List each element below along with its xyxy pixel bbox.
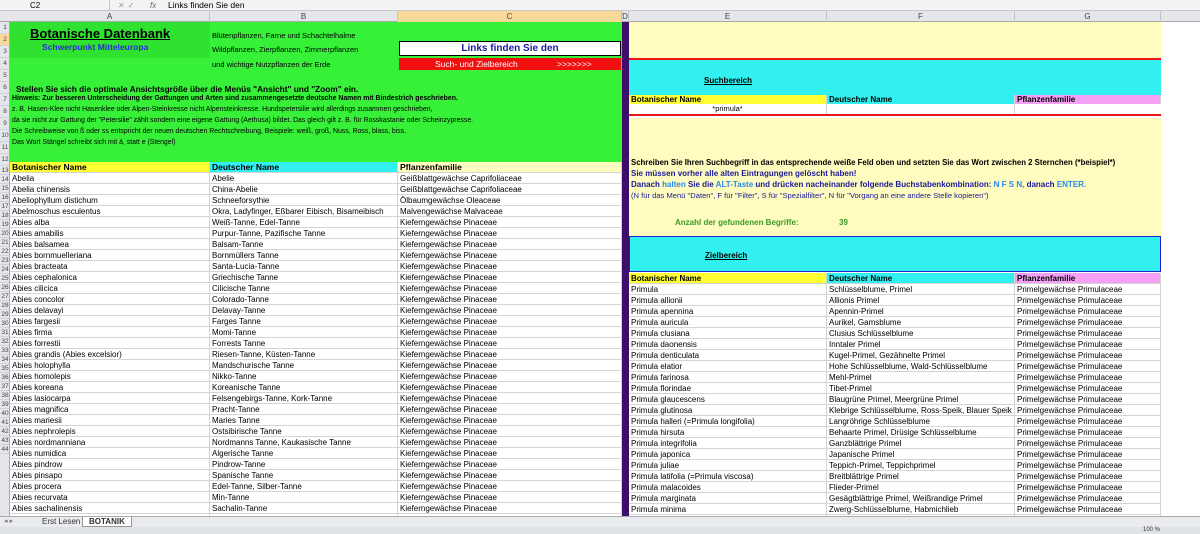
instruction-3: Danach halten Sie die ALT-Taste und drücken nacheinander folgende Buchstabenkombination: N F S N, danach ENTER.: [631, 180, 1087, 189]
table-cell[interactable]: Kieferngewächse Pinaceae: [398, 437, 622, 448]
row-header[interactable]: 12: [0, 154, 10, 166]
description-line-1: Blütenpflanzen, Farne und Schachtelhalme: [212, 31, 356, 40]
formula-bar: [0, 0, 1200, 11]
such-und-zielbereich-link[interactable]: [399, 58, 621, 70]
search-header-cell[interactable]: Pflanzenfamilie: [1015, 95, 1161, 105]
row-header[interactable]: 25: [1, 275, 9, 282]
search-criteria-row: [629, 104, 1161, 116]
formula-cancel-enter-icons[interactable]: ✕✓: [118, 1, 138, 10]
row-header[interactable]: 5: [0, 70, 10, 82]
result-cell[interactable]: Primelgewächse Primulaceae: [1015, 361, 1161, 372]
table-cell[interactable]: Abies alba: [10, 217, 210, 228]
worksheet-grid[interactable]: [10, 22, 1200, 516]
result-cell[interactable]: Primula clusiana: [629, 328, 827, 339]
result-cell[interactable]: Klebrige Schlüsselblume, Ross-Speik, Blauer Speik: [827, 405, 1015, 416]
column-header[interactable]: F: [827, 11, 1015, 22]
zielbereich-box: [629, 236, 1161, 272]
result-cell[interactable]: Primula apennina: [629, 306, 827, 317]
result-cell[interactable]: Primula allionii: [629, 295, 827, 306]
table-cell[interactable]: Mandschurische Tanne: [210, 360, 398, 371]
result-cell[interactable]: Primelgewächse Primulaceae: [1015, 383, 1161, 394]
result-cell[interactable]: Primelgewächse Primulaceae: [1015, 295, 1161, 306]
table-cell[interactable]: Koreanische Tanne: [210, 382, 398, 393]
table-cell[interactable]: Bornmüllers Tanne: [210, 250, 398, 261]
row-headers: [0, 22, 10, 516]
table-cell[interactable]: Abelie: [210, 173, 398, 184]
table-cell[interactable]: Abies pindrow: [10, 459, 210, 470]
result-cell[interactable]: Primelgewächse Primulaceae: [1015, 427, 1161, 438]
table-cell[interactable]: Kieferngewächse Pinaceae: [398, 481, 622, 492]
row-header[interactable]: 43: [1, 437, 9, 444]
search-criteria-input[interactable]: *primula*: [629, 104, 827, 114]
table-cell[interactable]: China-Abelie: [210, 184, 398, 195]
table-header-cell[interactable]: Botanischer Name: [10, 162, 210, 173]
result-cell[interactable]: Primelgewächse Primulaceae: [1015, 471, 1161, 482]
table-cell[interactable]: Abies amabilis: [10, 228, 210, 239]
row-header[interactable]: 39: [1, 401, 9, 408]
result-cell[interactable]: Primula marginata: [629, 493, 827, 504]
suchbereich-title: Suchbereich: [704, 76, 753, 85]
result-cell[interactable]: Apennin-Primel: [827, 306, 1015, 317]
zielbereich-title: Zielbereich: [705, 251, 748, 260]
table-cell[interactable]: Abies forrestii: [10, 338, 210, 349]
result-cell[interactable]: Primelgewächse Primulaceae: [1015, 350, 1161, 361]
description-line-3: und wichtige Nutzpflanzen der Erde: [212, 60, 331, 69]
column-header[interactable]: D: [622, 12, 628, 21]
result-cell[interactable]: Primelgewächse Primulaceae: [1015, 493, 1161, 504]
table-cell[interactable]: Kieferngewächse Pinaceae: [398, 250, 622, 261]
row-header[interactable]: 27: [1, 293, 9, 300]
result-cell[interactable]: Primula auricula: [629, 317, 827, 328]
table-cell[interactable]: Abies bracteata: [10, 261, 210, 272]
result-cell[interactable]: Primelgewächse Primulaceae: [1015, 460, 1161, 471]
row-header[interactable]: 33: [1, 347, 9, 354]
result-cell[interactable]: Blaugrüne Primel, Meergrüne Primel: [827, 394, 1015, 405]
instruction-4: (N für das Menü "Daten", F für "Filter", S für "Spezialfilter", N für "Vorgang an eine andere Stelle kopieren"): [631, 191, 989, 200]
row-header[interactable]: 40: [1, 410, 9, 417]
table-cell[interactable]: Santa-Lucia-Tanne: [210, 261, 398, 272]
result-cell[interactable]: Primula glaucescens: [629, 394, 827, 405]
row-header[interactable]: 24: [1, 266, 9, 273]
tab-botanik[interactable]: BOTANIK: [82, 517, 132, 527]
subtitle: Schwerpunkt Mitteleuropa: [42, 42, 149, 52]
result-cell[interactable]: Schlüsselblume, Primel: [827, 284, 1015, 295]
search-german-name-input[interactable]: [827, 104, 1015, 114]
status-bar: [0, 527, 1200, 534]
row-header[interactable]: 36: [1, 374, 9, 381]
result-cell[interactable]: Breitblättrige Primel: [827, 471, 1015, 482]
links-finden-cell[interactable]: Links finden Sie den: [399, 41, 621, 56]
result-cell[interactable]: Langröhrige Schlüsselblume: [827, 416, 1015, 427]
table-cell[interactable]: Abies balsamea: [10, 239, 210, 250]
column-header[interactable]: C: [398, 11, 622, 22]
table-header-cell[interactable]: Deutscher Name: [210, 162, 398, 173]
table-cell[interactable]: Kieferngewächse Pinaceae: [398, 492, 622, 503]
row-header[interactable]: 8: [0, 106, 10, 118]
result-cell[interactable]: Primula daonensis: [629, 339, 827, 350]
table-cell[interactable]: Abies concolor: [10, 294, 210, 305]
result-cell[interactable]: Primula integrifolia: [629, 438, 827, 449]
table-cell[interactable]: Pracht-Tanne: [210, 404, 398, 415]
table-cell[interactable]: Kieferngewächse Pinaceae: [398, 305, 622, 316]
result-cell[interactable]: Allionis Primel: [827, 295, 1015, 306]
table-cell[interactable]: Abies nordmanniana: [10, 437, 210, 448]
row-header[interactable]: 35: [1, 365, 9, 372]
result-cell[interactable]: Mehl-Primel: [827, 372, 1015, 383]
table-cell[interactable]: Kieferngewächse Pinaceae: [398, 448, 622, 459]
result-cell[interactable]: Ganzblättrige Primel: [827, 438, 1015, 449]
row-header[interactable]: 44: [1, 446, 9, 453]
result-cell[interactable]: Primelgewächse Primulaceae: [1015, 372, 1161, 383]
row-header[interactable]: 13: [1, 167, 9, 174]
result-header-cell[interactable]: Pflanzenfamilie: [1015, 273, 1161, 284]
table-cell[interactable]: Kieferngewächse Pinaceae: [398, 294, 622, 305]
table-cell[interactable]: Abies mariesii: [10, 415, 210, 426]
info-line-7: z. B. Hasen-Klee nicht Hasenklee oder Alpen-Steinkresse nicht Alpensteinkresse. Hundspetersilie wird allerdings zusammen geschrieben,: [12, 106, 433, 113]
table-cell[interactable]: Spanische Tanne: [210, 470, 398, 481]
table-cell[interactable]: Kieferngewächse Pinaceae: [398, 404, 622, 415]
result-cell[interactable]: Primula malacoides: [629, 482, 827, 493]
result-cell[interactable]: Primelgewächse Primulaceae: [1015, 449, 1161, 460]
table-cell[interactable]: Kieferngewächse Pinaceae: [398, 415, 622, 426]
row-header[interactable]: 30: [1, 320, 9, 327]
zoom-level[interactable]: 100 %: [1142, 527, 1160, 533]
result-cell[interactable]: Primula latifolia (=Primula viscosa): [629, 471, 827, 482]
table-cell[interactable]: Kieferngewächse Pinaceae: [398, 261, 622, 272]
table-cell[interactable]: Momi-Tanne: [210, 327, 398, 338]
row-header[interactable]: 15: [1, 185, 9, 192]
function-icon[interactable]: fx: [150, 1, 157, 10]
result-cell[interactable]: Inntaler Primel: [827, 339, 1015, 350]
column-header[interactable]: A: [10, 11, 210, 22]
table-cell[interactable]: Abies procera: [10, 481, 210, 492]
result-cell[interactable]: Primelgewächse Primulaceae: [1015, 317, 1161, 328]
table-cell[interactable]: Abies fargesii: [10, 316, 210, 327]
table-cell[interactable]: Kieferngewächse Pinaceae: [398, 360, 622, 371]
table-cell[interactable]: Nordmanns Tanne, Kaukasische Tanne: [210, 437, 398, 448]
search-instructions: [629, 118, 1161, 236]
result-cell[interactable]: Teppich-Primel, Teppichprimel: [827, 460, 1015, 471]
result-cell[interactable]: Primula minima: [629, 504, 827, 515]
instruction-1: Schreiben Sie Ihren Suchbegriff in das entsprechende weiße Feld oben und setzten Sie das Wort zwischen 2 Sternchen (*beispiel*): [631, 158, 1116, 167]
row-header[interactable]: 1: [0, 22, 10, 34]
table-cell[interactable]: Kieferngewächse Pinaceae: [398, 349, 622, 360]
table-cell[interactable]: Abelmoschus esculentus: [10, 206, 210, 217]
table-cell[interactable]: Abies bornmuelleriana: [10, 250, 210, 261]
result-cell[interactable]: Primelgewächse Primulaceae: [1015, 482, 1161, 493]
info-line-5: Stellen Sie sich die optimale Ansichtsgröße über die Menüs "Ansicht" und "Zoom" ein.: [16, 84, 359, 94]
row-header[interactable]: 28: [1, 302, 9, 309]
result-cell[interactable]: Primelgewächse Primulaceae: [1015, 284, 1161, 295]
table-cell[interactable]: Kieferngewächse Pinaceae: [398, 382, 622, 393]
table-cell[interactable]: Colorado-Tanne: [210, 294, 398, 305]
table-cell[interactable]: Abies grandis (Abies excelsior): [10, 349, 210, 360]
result-cell[interactable]: Primelgewächse Primulaceae: [1015, 306, 1161, 317]
result-cell[interactable]: Primula halleri (=Primula longifolia): [629, 416, 827, 427]
column-header[interactable]: E: [629, 11, 827, 22]
table-cell[interactable]: Schneeforsythie: [210, 195, 398, 206]
row-header[interactable]: 29: [1, 311, 9, 318]
table-cell[interactable]: Algerische Tanne: [210, 448, 398, 459]
table-cell[interactable]: Geißblattgewächse Caprifoliaceae: [398, 173, 622, 184]
table-cell[interactable]: Nikko-Tanne: [210, 371, 398, 382]
sheet-nav-icons[interactable]: ◂ ▸: [4, 518, 13, 525]
result-cell[interactable]: Primelgewächse Primulaceae: [1015, 416, 1161, 427]
result-cell[interactable]: Japanische Primel: [827, 449, 1015, 460]
table-cell[interactable]: Kieferngewächse Pinaceae: [398, 426, 622, 437]
result-cell[interactable]: Kugel-Primel, Gezähnelte Primel: [827, 350, 1015, 361]
result-header-cell[interactable]: Botanischer Name: [629, 273, 827, 284]
row-header[interactable]: 16: [1, 194, 9, 201]
table-cell[interactable]: Abies homolepis: [10, 371, 210, 382]
table-cell[interactable]: Abies cephalonica: [10, 272, 210, 283]
result-header-cell[interactable]: Deutscher Name: [827, 273, 1015, 284]
result-cell[interactable]: Primula: [629, 284, 827, 295]
table-cell[interactable]: Abies koreana: [10, 382, 210, 393]
table-cell[interactable]: Abies holophylla: [10, 360, 210, 371]
description-line-2: Wildpflanzen, Zierpflanzen, Zimmerpflanzen: [212, 45, 359, 54]
table-cell[interactable]: Kieferngewächse Pinaceae: [398, 503, 622, 514]
info-line-8: da sie nicht zur Gattung der "Petersilie" zählt sondern eine eigene Gattung (Aethusa) bildet. Das gleich gilt z. B. für Rosskastanie oder Scheinzypresse.: [12, 117, 474, 124]
table-cell[interactable]: Abies pinsapo: [10, 470, 210, 481]
row-header[interactable]: 42: [1, 428, 9, 435]
row-header[interactable]: 22: [1, 248, 9, 255]
row-header[interactable]: 7: [0, 94, 10, 106]
table-cell[interactable]: Abies delavayi: [10, 305, 210, 316]
page-title: Botanische Datenbank: [30, 26, 171, 41]
result-cell[interactable]: Primelgewächse Primulaceae: [1015, 328, 1161, 339]
table-cell[interactable]: Kieferngewächse Pinaceae: [398, 283, 622, 294]
info-line-6: Hinweis: Zur besseren Unterscheidung der Gattungen und Arten sind zusammengesetzte deutsche Namen mit Bindestrich geschrieben.: [12, 95, 458, 102]
table-cell[interactable]: Abies nephrolepis: [10, 426, 210, 437]
result-cell[interactable]: Behaarte Primel, Drüsige Schlüsselblume: [827, 427, 1015, 438]
row-header[interactable]: 41: [1, 419, 9, 426]
table-cell[interactable]: Kieferngewächse Pinaceae: [398, 316, 622, 327]
arrow-indicator: >>>>>>>: [557, 59, 592, 69]
table-cell[interactable]: Abies recurvata: [10, 492, 210, 503]
row-header[interactable]: 19: [1, 221, 9, 228]
table-cell[interactable]: Griechische Tanne: [210, 272, 398, 283]
table-cell[interactable]: Farges Tanne: [210, 316, 398, 327]
table-cell[interactable]: Abies numidica: [10, 448, 210, 459]
result-cell[interactable]: Primula elatior: [629, 361, 827, 372]
table-cell[interactable]: Abelia chinensis: [10, 184, 210, 195]
result-cell[interactable]: Primula farinosa: [629, 372, 827, 383]
formula-input[interactable]: Links finden Sie den: [168, 0, 245, 10]
result-cell[interactable]: Primelgewächse Primulaceae: [1015, 339, 1161, 350]
result-cell[interactable]: Hohe Schlüsselblume, Wald-Schlüsselblume: [827, 361, 1015, 372]
result-cell[interactable]: Primelgewächse Primulaceae: [1015, 405, 1161, 416]
instruction-2: Sie müssen vorher alle alten Eintragungen gelöscht haben!: [631, 169, 857, 178]
row-header[interactable]: 14: [1, 176, 9, 183]
table-cell[interactable]: Kieferngewächse Pinaceae: [398, 228, 622, 239]
table-cell[interactable]: Kieferngewächse Pinaceae: [398, 371, 622, 382]
table-cell[interactable]: Sachalin-Tanne: [210, 503, 398, 514]
table-cell[interactable]: Kieferngewächse Pinaceae: [398, 327, 622, 338]
suchbereich-box: [629, 58, 1161, 96]
table-cell[interactable]: Abies firma: [10, 327, 210, 338]
name-box[interactable]: C2: [0, 0, 110, 11]
table-cell[interactable]: Kieferngewächse Pinaceae: [398, 217, 622, 228]
tab-erst-lesen[interactable]: Erst Lesen: [42, 517, 81, 526]
result-cell[interactable]: Clusius Schlüsselblume: [827, 328, 1015, 339]
search-header-cell[interactable]: Botanischer Name: [629, 95, 827, 105]
search-top-panel: [629, 22, 1161, 58]
table-cell[interactable]: Abies lasiocarpa: [10, 393, 210, 404]
table-cell[interactable]: Pindrow-Tanne: [210, 459, 398, 470]
search-bar-label: Such- und Zielbereich: [435, 59, 518, 69]
column-h-area[interactable]: [1161, 22, 1200, 516]
search-header-cell[interactable]: Deutscher Name: [827, 95, 1015, 105]
row-header[interactable]: 3: [0, 46, 10, 58]
table-cell[interactable]: Ostsibirische Tanne: [210, 426, 398, 437]
table-cell[interactable]: Okra, Ladyfinger, Eßbarer Eibisch, Bisameibisch: [210, 206, 398, 217]
row-header[interactable]: 4: [0, 58, 10, 70]
table-cell[interactable]: Abelia: [10, 173, 210, 184]
row-header[interactable]: 9: [0, 118, 10, 130]
column-d-separator: [622, 22, 629, 516]
row-header[interactable]: 31: [1, 329, 9, 336]
table-cell[interactable]: Maries Tanne: [210, 415, 398, 426]
result-cell[interactable]: Primelgewächse Primulaceae: [1015, 504, 1161, 515]
result-cell[interactable]: Primula juliae: [629, 460, 827, 471]
result-cell[interactable]: Aurikel, Gamsblume: [827, 317, 1015, 328]
result-cell[interactable]: Tibet-Primel: [827, 383, 1015, 394]
result-cell[interactable]: Primula glutinosa: [629, 405, 827, 416]
column-header[interactable]: G: [1015, 11, 1161, 22]
row-header[interactable]: 2: [0, 34, 10, 46]
table-cell[interactable]: Abies magnifica: [10, 404, 210, 415]
result-cell[interactable]: Primula hirsuta: [629, 427, 827, 438]
info-line-9: Die Schreibweise von ß oder ss entspricht der neuen deutschen Rechtschreibung, Beispiele: weiß, groß, Nuss, Ross, blass, biss.: [12, 128, 407, 135]
column-header[interactable]: B: [210, 11, 398, 22]
row-header[interactable]: 10: [0, 130, 10, 142]
table-cell[interactable]: Edel-Tanne, Silber-Tanne: [210, 481, 398, 492]
table-cell[interactable]: Geißblattgewächse Caprifoliaceae: [398, 184, 622, 195]
table-cell[interactable]: Balsam-Tanne: [210, 239, 398, 250]
table-cell[interactable]: Kieferngewächse Pinaceae: [398, 459, 622, 470]
table-cell[interactable]: Abies cilicica: [10, 283, 210, 294]
table-cell[interactable]: Purpur-Tanne, Pazifische Tanne: [210, 228, 398, 239]
table-cell[interactable]: Cilicische Tanne: [210, 283, 398, 294]
row-header[interactable]: 21: [1, 239, 9, 246]
table-cell[interactable]: Kieferngewächse Pinaceae: [398, 470, 622, 481]
sheet-tab-bar: [0, 516, 1200, 527]
table-cell[interactable]: Ölbaumgewächse Oleaceae: [398, 195, 622, 206]
result-cell[interactable]: Primula florindae: [629, 383, 827, 394]
row-header[interactable]: 18: [1, 212, 9, 219]
table-header-cell[interactable]: Pflanzenfamilie: [398, 162, 622, 173]
table-cell[interactable]: Abeliophyllum distichum: [10, 195, 210, 206]
result-count-label: Anzahl der gefundenen Begriffe:: [675, 218, 799, 227]
table-cell[interactable]: Min-Tanne: [210, 492, 398, 503]
row-header[interactable]: 20: [1, 230, 9, 237]
result-cell[interactable]: Gesägtblättrige Primel, Weißrandige Primel: [827, 493, 1015, 504]
result-cell[interactable]: Flieder-Primel: [827, 482, 1015, 493]
result-cell[interactable]: Primelgewächse Primulaceae: [1015, 438, 1161, 449]
table-cell[interactable]: Malvengewächse Malvaceae: [398, 206, 622, 217]
row-header[interactable]: 23: [1, 257, 9, 264]
row-header[interactable]: 6: [0, 82, 10, 94]
result-count-value: 39: [839, 218, 848, 227]
table-cell[interactable]: Kieferngewächse Pinaceae: [398, 338, 622, 349]
table-cell[interactable]: Riesen-Tanne, Küsten-Tanne: [210, 349, 398, 360]
row-header[interactable]: 17: [1, 203, 9, 210]
row-header[interactable]: 38: [1, 392, 9, 399]
row-header[interactable]: 26: [1, 284, 9, 291]
table-cell[interactable]: Forrests Tanne: [210, 338, 398, 349]
table-cell[interactable]: Delavay-Tanne: [210, 305, 398, 316]
result-cell[interactable]: Primula japonica: [629, 449, 827, 460]
row-header[interactable]: 34: [1, 356, 9, 363]
column-headers: [0, 11, 1200, 22]
table-cell[interactable]: Felsengebirgs-Tanne, Kork-Tanne: [210, 393, 398, 404]
table-cell[interactable]: Abies sachalinensis: [10, 503, 210, 514]
row-header[interactable]: 37: [1, 383, 9, 390]
search-family-input[interactable]: [1015, 104, 1161, 114]
result-cell[interactable]: Primelgewächse Primulaceae: [1015, 394, 1161, 405]
table-cell[interactable]: Kieferngewächse Pinaceae: [398, 393, 622, 404]
table-cell[interactable]: Kieferngewächse Pinaceae: [398, 239, 622, 250]
row-header[interactable]: 32: [1, 338, 9, 345]
table-cell[interactable]: Kieferngewächse Pinaceae: [398, 272, 622, 283]
info-line-10: Das Wort Stängel schreibt sich mit ä, statt e (Stengel): [12, 139, 176, 146]
row-header[interactable]: 11: [0, 142, 10, 154]
table-cell[interactable]: Weiß-Tanne, Edel-Tanne: [210, 217, 398, 228]
result-cell[interactable]: Zwerg-Schlüsselblume, Habmichlieb: [827, 504, 1015, 515]
result-cell[interactable]: Primula denticulata: [629, 350, 827, 361]
